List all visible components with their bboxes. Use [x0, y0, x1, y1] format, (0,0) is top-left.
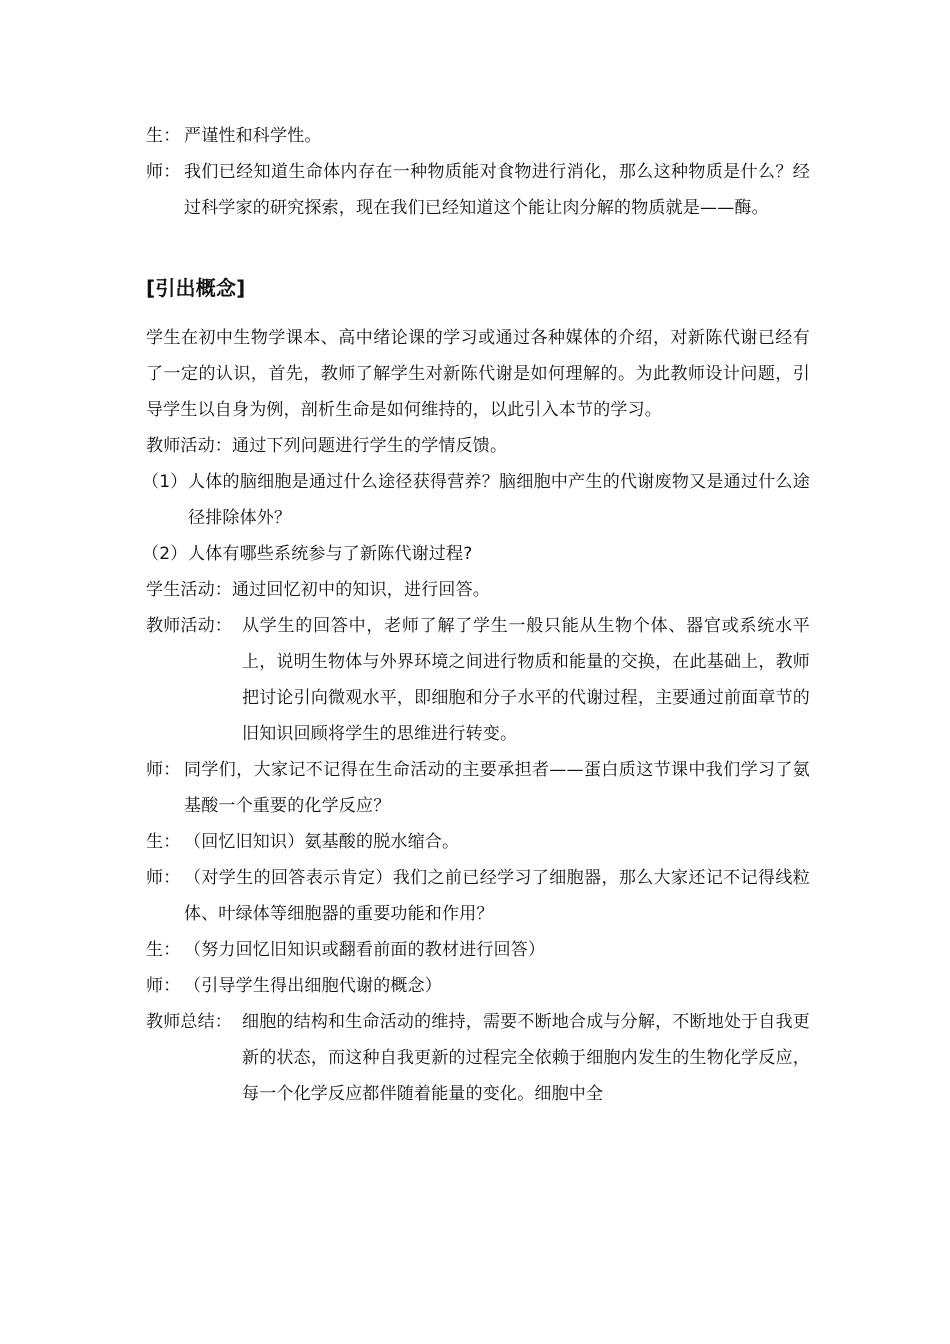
teacher-activity-block	[146, 608, 810, 752]
dialogue-text: （努力回忆旧知识或翻看前面的教材进行回答）	[184, 940, 546, 960]
dialogue-line	[146, 860, 810, 932]
dialogue-line	[146, 968, 810, 1004]
document-body	[142, 118, 810, 1112]
question-item	[142, 464, 810, 536]
question-number: （1）	[142, 472, 188, 492]
dialogue-line	[146, 154, 810, 226]
speaker-label: 师：	[146, 760, 181, 780]
summary-text: 细胞的结构和生命活动的维持，需要不断地合成与分解，不断地处于自我更新的状态，而这种自我更新的过程完全依赖于细胞内发生的生物化学反应，每一个化学反应都伴随着能量的变化。细胞中全	[242, 1012, 810, 1104]
dialogue-text: （对学生的回答表示肯定）我们之前已经学习了细胞器，那么大家还记不记得线粒体、叶绿体等细胞器的重要功能和作用？	[184, 868, 810, 924]
speaker-label: 生：	[146, 126, 181, 146]
speaker-label: 师：	[146, 868, 181, 888]
question-text: 人体有哪些系统参与了新陈代谢过程?	[188, 544, 473, 564]
speaker-label: 生：	[146, 832, 181, 852]
teacher-activity-line: 教师活动：通过下列问题进行学生的学情反馈。	[146, 436, 508, 456]
student-activity-line: 学生活动：通过回忆初中的知识，进行回答。	[146, 580, 490, 600]
dialogue-text: 我们已经知道生命体内存在一种物质能对食物进行消化，那么这种物质是什么？经过科学家的研究探索，现在我们已经知道这个能让肉分解的物质就是——酶。	[184, 162, 810, 218]
question-item	[142, 536, 810, 572]
dialogue-text: 严谨性和科学性。	[184, 126, 322, 146]
intro-paragraph: 学生在初中生物学课本、高中绪论课的学习或通过各种媒体的介绍，对新陈代谢已经有了一定的认识，首先，教师了解学生对新陈代谢是如何理解的。为此教师设计问题，引导学生以自身为例，剖析生命是如何维持的，以此引入本节的学习。	[146, 328, 810, 420]
teacher-summary-block	[146, 1004, 810, 1112]
activity-label: 教师活动：	[146, 616, 232, 636]
question-number: （2）	[142, 544, 188, 564]
dialogue-text: （回忆旧知识）氨基酸的脱水缩合。	[184, 832, 460, 852]
dialogue-line	[146, 752, 810, 824]
speaker-label: 师：	[146, 162, 181, 182]
speaker-label: 生：	[146, 940, 181, 960]
dialogue-line	[146, 932, 810, 968]
dialogue-line	[146, 118, 810, 154]
section-heading: [引出概念]	[146, 276, 246, 300]
dialogue-text: （引导学生得出细胞代谢的概念）	[184, 976, 442, 996]
dialogue-line	[146, 824, 810, 860]
activity-text: 从学生的回答中，老师了解了学生一般只能从生物个体、器官或系统水平上，说明生物体与外界环境之间进行物质和能量的交换，在此基础上，教师把讨论引向微观水平，即细胞和分子水平的代谢过程，主要通过前面章节的旧知识回顾将学生的思维进行转变。	[242, 616, 810, 744]
speaker-label: 师：	[146, 976, 181, 996]
summary-label: 教师总结：	[146, 1012, 232, 1032]
question-text: 人体的脑细胞是通过什么途径获得营养？脑细胞中产生的代谢废物又是通过什么途径排除体外？	[188, 472, 810, 528]
dialogue-text: 同学们，大家记不记得在生命活动的主要承担者——蛋白质这节课中我们学习了氨基酸一个重要的化学反应？	[184, 760, 810, 816]
